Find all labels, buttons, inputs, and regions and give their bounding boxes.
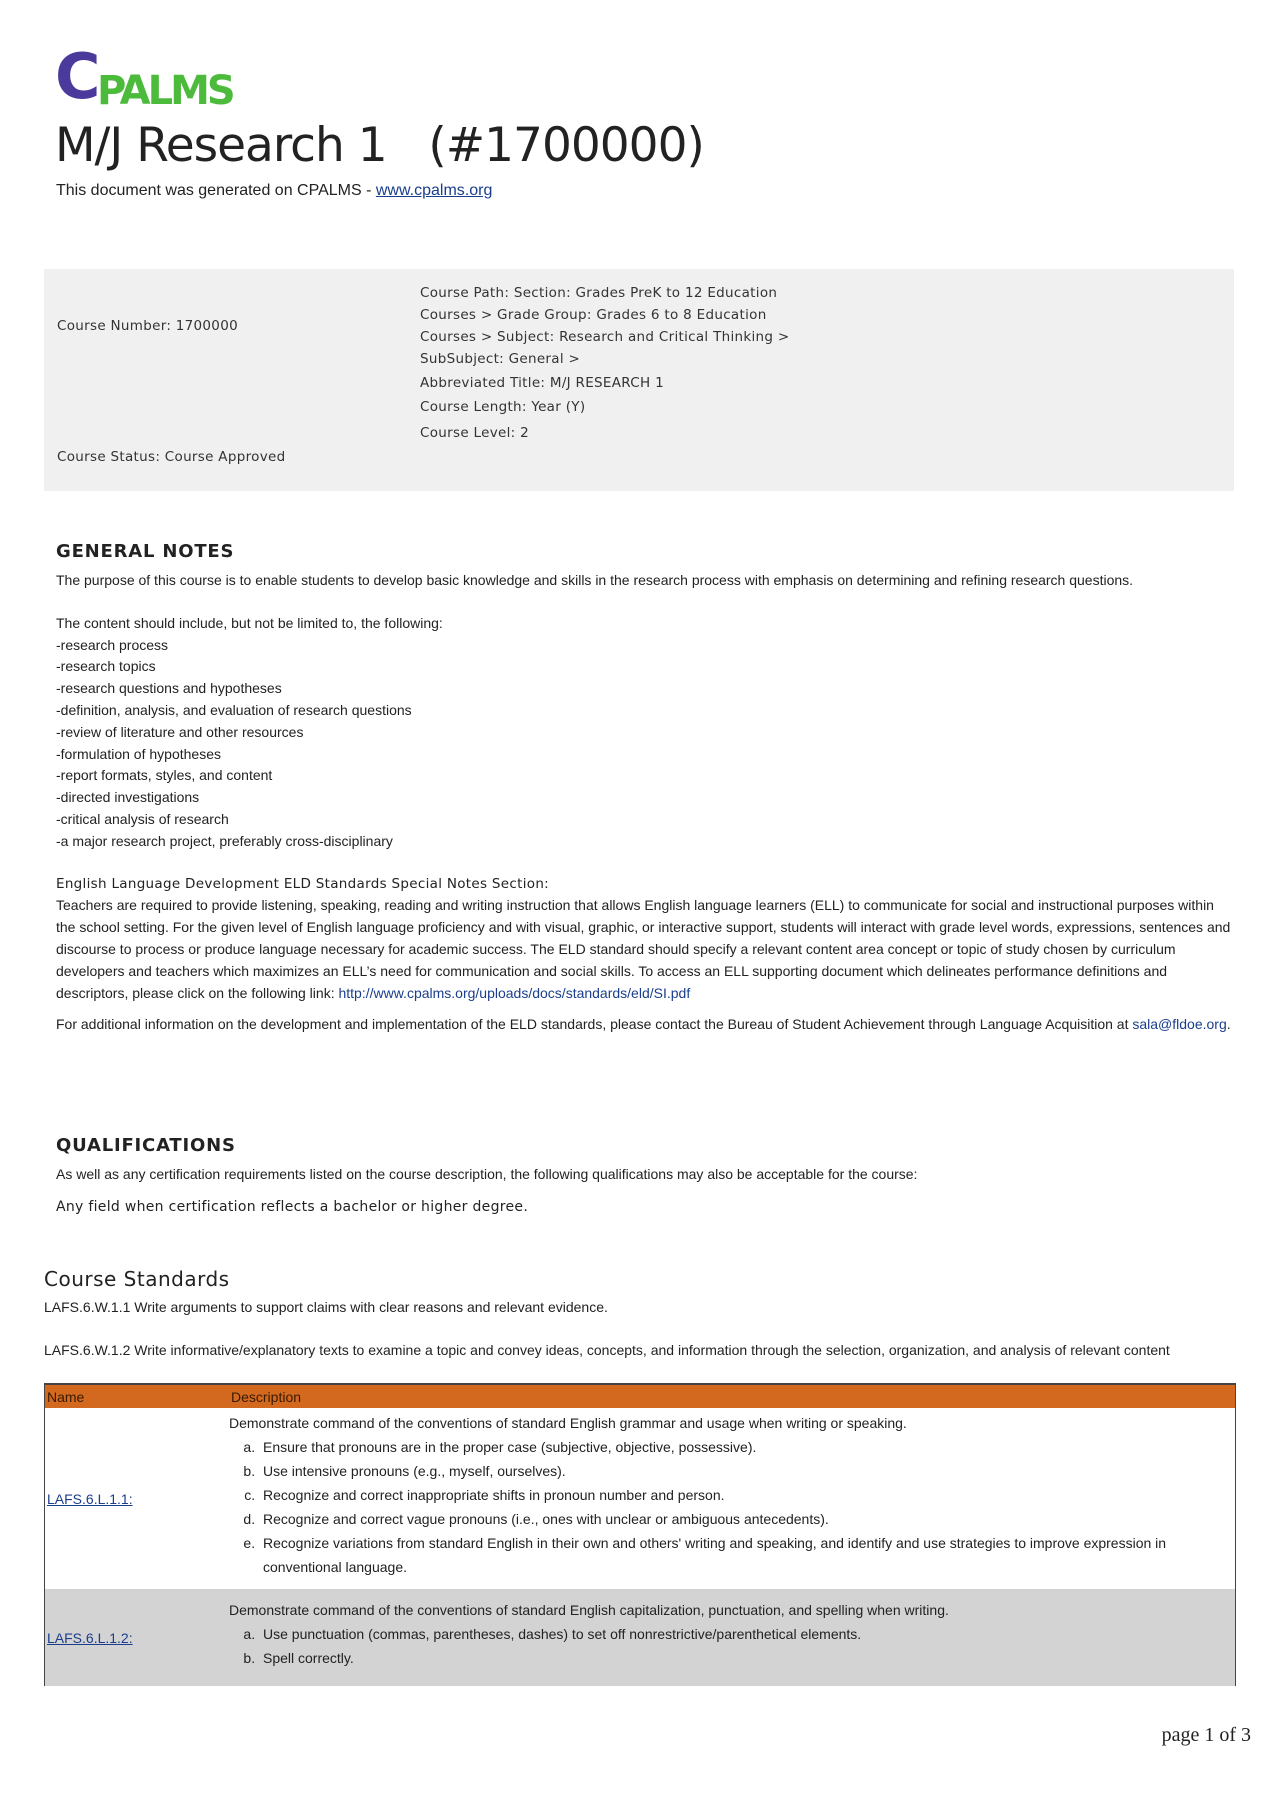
course-standards-heading: Course Standards — [44, 1267, 230, 1291]
general-notes-heading: GENERAL NOTES — [56, 541, 235, 562]
eld-link[interactable]: http://www.cpalms.org/uploads/docs/standards/eld/SI.pdf — [338, 984, 691, 1001]
purpose-text: The purpose of this course is to enable students to develop basic knowledge and skills in the research process with emphasis on determining and refining research questions. — [56, 572, 1134, 588]
general-notes-body — [56, 570, 1236, 1036]
standard-name-cell — [45, 1408, 229, 1589]
content-item: -definition, analysis, and evaluation of research questions — [56, 701, 412, 718]
subitem: e. Recognize variations from standard English in their own and others' writing and speaking, and identify and use strategies to improve expression in conventional language. — [259, 1531, 1225, 1579]
standard-link[interactable]: LAFS.6.L.1.2: — [47, 1629, 133, 1646]
svg-text:C: C — [55, 42, 101, 112]
path-line: Courses > Grade Group: Grades 6 to 8 Education — [420, 307, 767, 323]
course-length: Course Length: Year (Y) — [420, 399, 586, 415]
eld-heading: English Language Development ELD Standards Special Notes Section: — [56, 875, 550, 892]
qualifications-intro: As well as any certification requirements listed on the course description, the following qualifications may also be acceptable for the course: — [56, 1166, 918, 1182]
path-line: Courses > Subject: Research and Critical Thinking > — [420, 329, 790, 345]
standard-description-cell — [229, 1408, 1235, 1589]
additional-text: For additional information on the development and implementation of the ELD standards, please contact the Bureau of Student Achievement through Language Acquisition at — [56, 1016, 1133, 1033]
page-number: page 1 of 3 — [1161, 1724, 1251, 1746]
qualifications-heading: QUALIFICATIONS — [56, 1135, 236, 1156]
subitem: b. Spell correctly. — [259, 1646, 1225, 1670]
content-item: -directed investigations — [56, 789, 200, 806]
standard-description-cell — [229, 1589, 1235, 1686]
standard-description: Demonstrate command of the conventions of standard English grammar and usage when writing or speaking. — [229, 1415, 907, 1431]
subitem: a. Use punctuation (commas, parentheses, dashes) to set off nonrestrictive/parenthetical elements. — [259, 1622, 1225, 1646]
content-list — [56, 635, 1236, 853]
description-column-header: Description — [229, 1384, 1235, 1408]
email-link[interactable]: sala@fldoe.org — [1132, 1016, 1227, 1033]
eld-body: Teachers are required to provide listening, speaking, reading and writing instruction that allows English language learners (ELL) to communicate for social and instructional purposes within the school setting. For the given level of English language proficiency and with visual, graphic, or interactive support, students will interact with grade level words, expressions, sentences and discourse to process or produce language necessary for academic success. The ELD standard should specify a relevant content area concept or topic of study chosen by curriculum developers and teachers which maximizes an ELL’s need for communication and social skills. To access an ELL supporting document which delineates performance definitions and descriptors, please click on the following link: — [56, 897, 1231, 1001]
course-info-box — [44, 269, 1234, 491]
additional-info — [56, 1014, 1236, 1036]
content-item: -formulation of hypotheses — [56, 745, 221, 762]
generated-note — [56, 182, 492, 200]
standard-line: LAFS.6.W.1.1 Write arguments to support claims with clear reasons and relevant evidence. — [44, 1299, 608, 1315]
table-row — [45, 1408, 1235, 1589]
standard-subitems — [229, 1435, 1225, 1579]
qualifications-text: Any field when certification reflects a bachelor or higher degree. — [56, 1199, 529, 1215]
path-line: SubSubject: General > — [420, 351, 581, 367]
standard-link[interactable]: LAFS.6.L.1.1: — [47, 1490, 133, 1507]
subitem: d. Recognize and correct vague pronouns (i.e., ones with unclear or ambiguous antecedents). — [259, 1507, 1225, 1531]
content-item: -report formats, styles, and content — [56, 767, 273, 784]
content-item: -research process — [56, 636, 169, 653]
standard-line: LAFS.6.W.1.2 Write informative/explanatory texts to examine a topic and convey ideas, concepts, and information through the selection, organization, and analysis of relevant content — [44, 1341, 1170, 1358]
content-item: -a major research project, preferably cross-disciplinary — [56, 832, 393, 849]
standard-subitems — [229, 1622, 1225, 1670]
course-path — [420, 282, 789, 444]
content-intro: The content should include, but not be limited to, the following: — [56, 614, 443, 631]
name-column-header: Name — [45, 1384, 229, 1408]
abbreviated-title: Abbreviated Title: M/J RESEARCH 1 — [420, 375, 664, 391]
course-number: Course Number: 1700000 — [57, 318, 238, 334]
generated-text: This document was generated on CPALMS - — [56, 182, 376, 199]
additional-end: . — [1226, 1016, 1231, 1033]
content-item: -critical analysis of research — [56, 810, 229, 827]
eld-text — [56, 895, 1236, 1004]
standards-table — [45, 1383, 1235, 1686]
course-status: Course Status: Course Approved — [57, 449, 286, 465]
content-item: -research questions and hypotheses — [56, 680, 282, 697]
subitem: a. Ensure that pronouns are in the proper case (subjective, objective, possessive). — [259, 1435, 1225, 1459]
standard-description: Demonstrate command of the conventions of standard English capitalization, punctuation, and spelling when writing. — [229, 1602, 949, 1618]
path-line: Course Path: Section: Grades PreK to 12 Education — [420, 285, 778, 301]
subitem: c. Recognize and correct inappropriate shifts in pronoun number and person. — [259, 1483, 1225, 1507]
svg-text:PALMS: PALMS — [97, 68, 233, 112]
standards-table-wrap — [44, 1383, 1236, 1686]
content-item: -review of literature and other resources — [56, 723, 304, 740]
cpalms-link[interactable]: www.cpalms.org — [375, 182, 493, 199]
subitem: b. Use intensive pronouns (e.g., myself, ourselves). — [259, 1459, 1225, 1483]
standard-name-cell — [45, 1589, 229, 1686]
cpalms-logo — [55, 42, 245, 112]
table-row — [45, 1589, 1235, 1686]
course-level: Course Level: 2 — [420, 425, 529, 441]
standards-list — [44, 1297, 1234, 1362]
content-item: -research topics — [56, 658, 156, 675]
page-title: M/J Research 1 (#1700000) — [55, 118, 704, 173]
table-header-row — [45, 1384, 1235, 1408]
